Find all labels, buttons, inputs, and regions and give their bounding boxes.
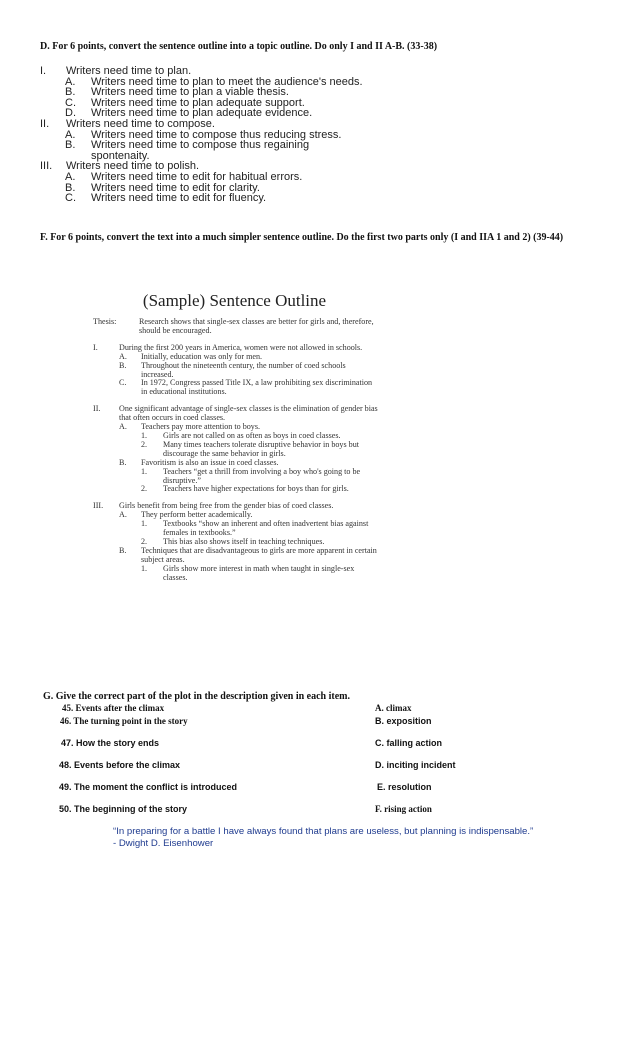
outline-detail: 2. Many times teachers tolerate disruptive behavior in boys but discourage the same behavior in girls. [141, 439, 359, 458]
plot-choice: A. climax [375, 703, 412, 713]
outline-subitem: A. Writers need time to compose thus reducing stress. [65, 128, 342, 141]
plot-choice: C. falling action [375, 738, 443, 748]
plot-description: 50. The beginning of the story [59, 804, 188, 814]
outline-subitem: B. Writers need time to compose thus regaining spontenaity. [65, 139, 310, 162]
quote-author: - Dwight D. Eisenhower [113, 838, 214, 849]
outline-subitem: C. Writers need time to edit for fluency. [65, 192, 267, 205]
outline-subitem: B. Throughout the nineteenth century, the number of coed schools increased. [119, 360, 346, 379]
outline-detail: 1. Teachers “get a thrill from involving a boy who's going to be disruptive.” [141, 466, 361, 485]
outline-subitem: B. Favoritism is also an issue in coed classes. [119, 457, 279, 467]
outline-subitem: C. In 1972, Congress passed Title IX, a law prohibiting sex discrimination in educational institutions. [119, 378, 373, 397]
outline-detail: 1. Girls show more interest in math when taught in single-sex classes. [141, 563, 355, 582]
sample-title: (Sample) Sentence Outline [142, 291, 327, 310]
outline-subitem: C. Writers need time to plan adequate support. [65, 96, 305, 109]
outline-item: I. During the first 200 years in America, women were not allowed in schools. [93, 342, 363, 352]
outline-detail: 2. Teachers have higher expectations for boys than for girls. [141, 484, 349, 494]
topic-outline-d [40, 66, 370, 204]
plot-choice: F. rising action [375, 804, 432, 814]
outline-subitem: D. Writers need time to plan adequate evidence. [65, 107, 313, 120]
outline-subitem: B. Writers need time to plan a viable thesis. [65, 86, 289, 99]
outline-subitem: A. They perform better academically. [119, 510, 253, 520]
outline-detail: 2. This bias also shows itself in teaching techniques. [141, 536, 325, 546]
section-f-heading: F. For 6 points, convert the text into a much simpler sentence outline. Do the first two parts only (I and IIA 1 and 2) (39-44) [40, 232, 564, 243]
plot-description: 47. How the story ends [61, 738, 160, 748]
quote-text: “In preparing for a battle I have always found that plans are useless, but planning is indispensable.” [113, 826, 534, 837]
outline-subitem: B. Writers need time to edit for clarity. [65, 181, 260, 194]
outline-detail: 1. Textbooks “show an inherent and often inadvertent bias against females in textbooks.” [141, 519, 369, 538]
plot-choice: E. resolution [377, 782, 432, 792]
outline-item: III. Girls benefit from being free from the gender bias of coed classes. [93, 501, 334, 511]
outline-item: II. Writers need time to compose. [40, 117, 215, 130]
plot-description: 49. The moment the conflict is introduced [59, 782, 238, 792]
outline-subitem: A. Teachers pay more attention to boys. [119, 422, 261, 432]
section-g-heading: G. Give the correct part of the plot in the description given in each item. [43, 691, 350, 702]
outline-subitem: A. Writers need time to plan to meet the audience's needs. [65, 75, 363, 88]
plot-description: 48. Events before the climax [59, 760, 181, 770]
outline-subitem: A. Initially, education was only for men. [119, 351, 263, 361]
outline-item: III. Writers need time to polish. [40, 160, 200, 173]
outline-subitem: B. Techniques that are disadvantageous to girls are more apparent in certain subject areas. [119, 545, 377, 564]
sample-sentence-outline [93, 290, 378, 582]
thesis: Thesis: Research shows that single-sex classes are better for girls and, therefore, should be encouraged. [93, 317, 374, 335]
plot-description: 45. Events after the climax [62, 703, 165, 713]
plot-description: 46. The turning point in the story [60, 716, 188, 726]
plot-choice: D. inciting incident [375, 760, 456, 770]
section-d-heading: D. For 6 points, convert the sentence outline into a topic outline. Do only I and II A-B. (33-38) [40, 41, 438, 52]
outline-detail: 1. Girls are not called on as often as boys in coed classes. [141, 430, 341, 440]
outline-subitem: A. Writers need time to edit for habitual errors. [65, 170, 303, 183]
outline-item: II. One significant advantage of single-sex classes is the elimination of gender bias that often occurs in coed classes. [93, 404, 378, 423]
plot-choice: B. exposition [375, 716, 432, 726]
outline-item: I. Writers need time to plan. [40, 65, 192, 77]
